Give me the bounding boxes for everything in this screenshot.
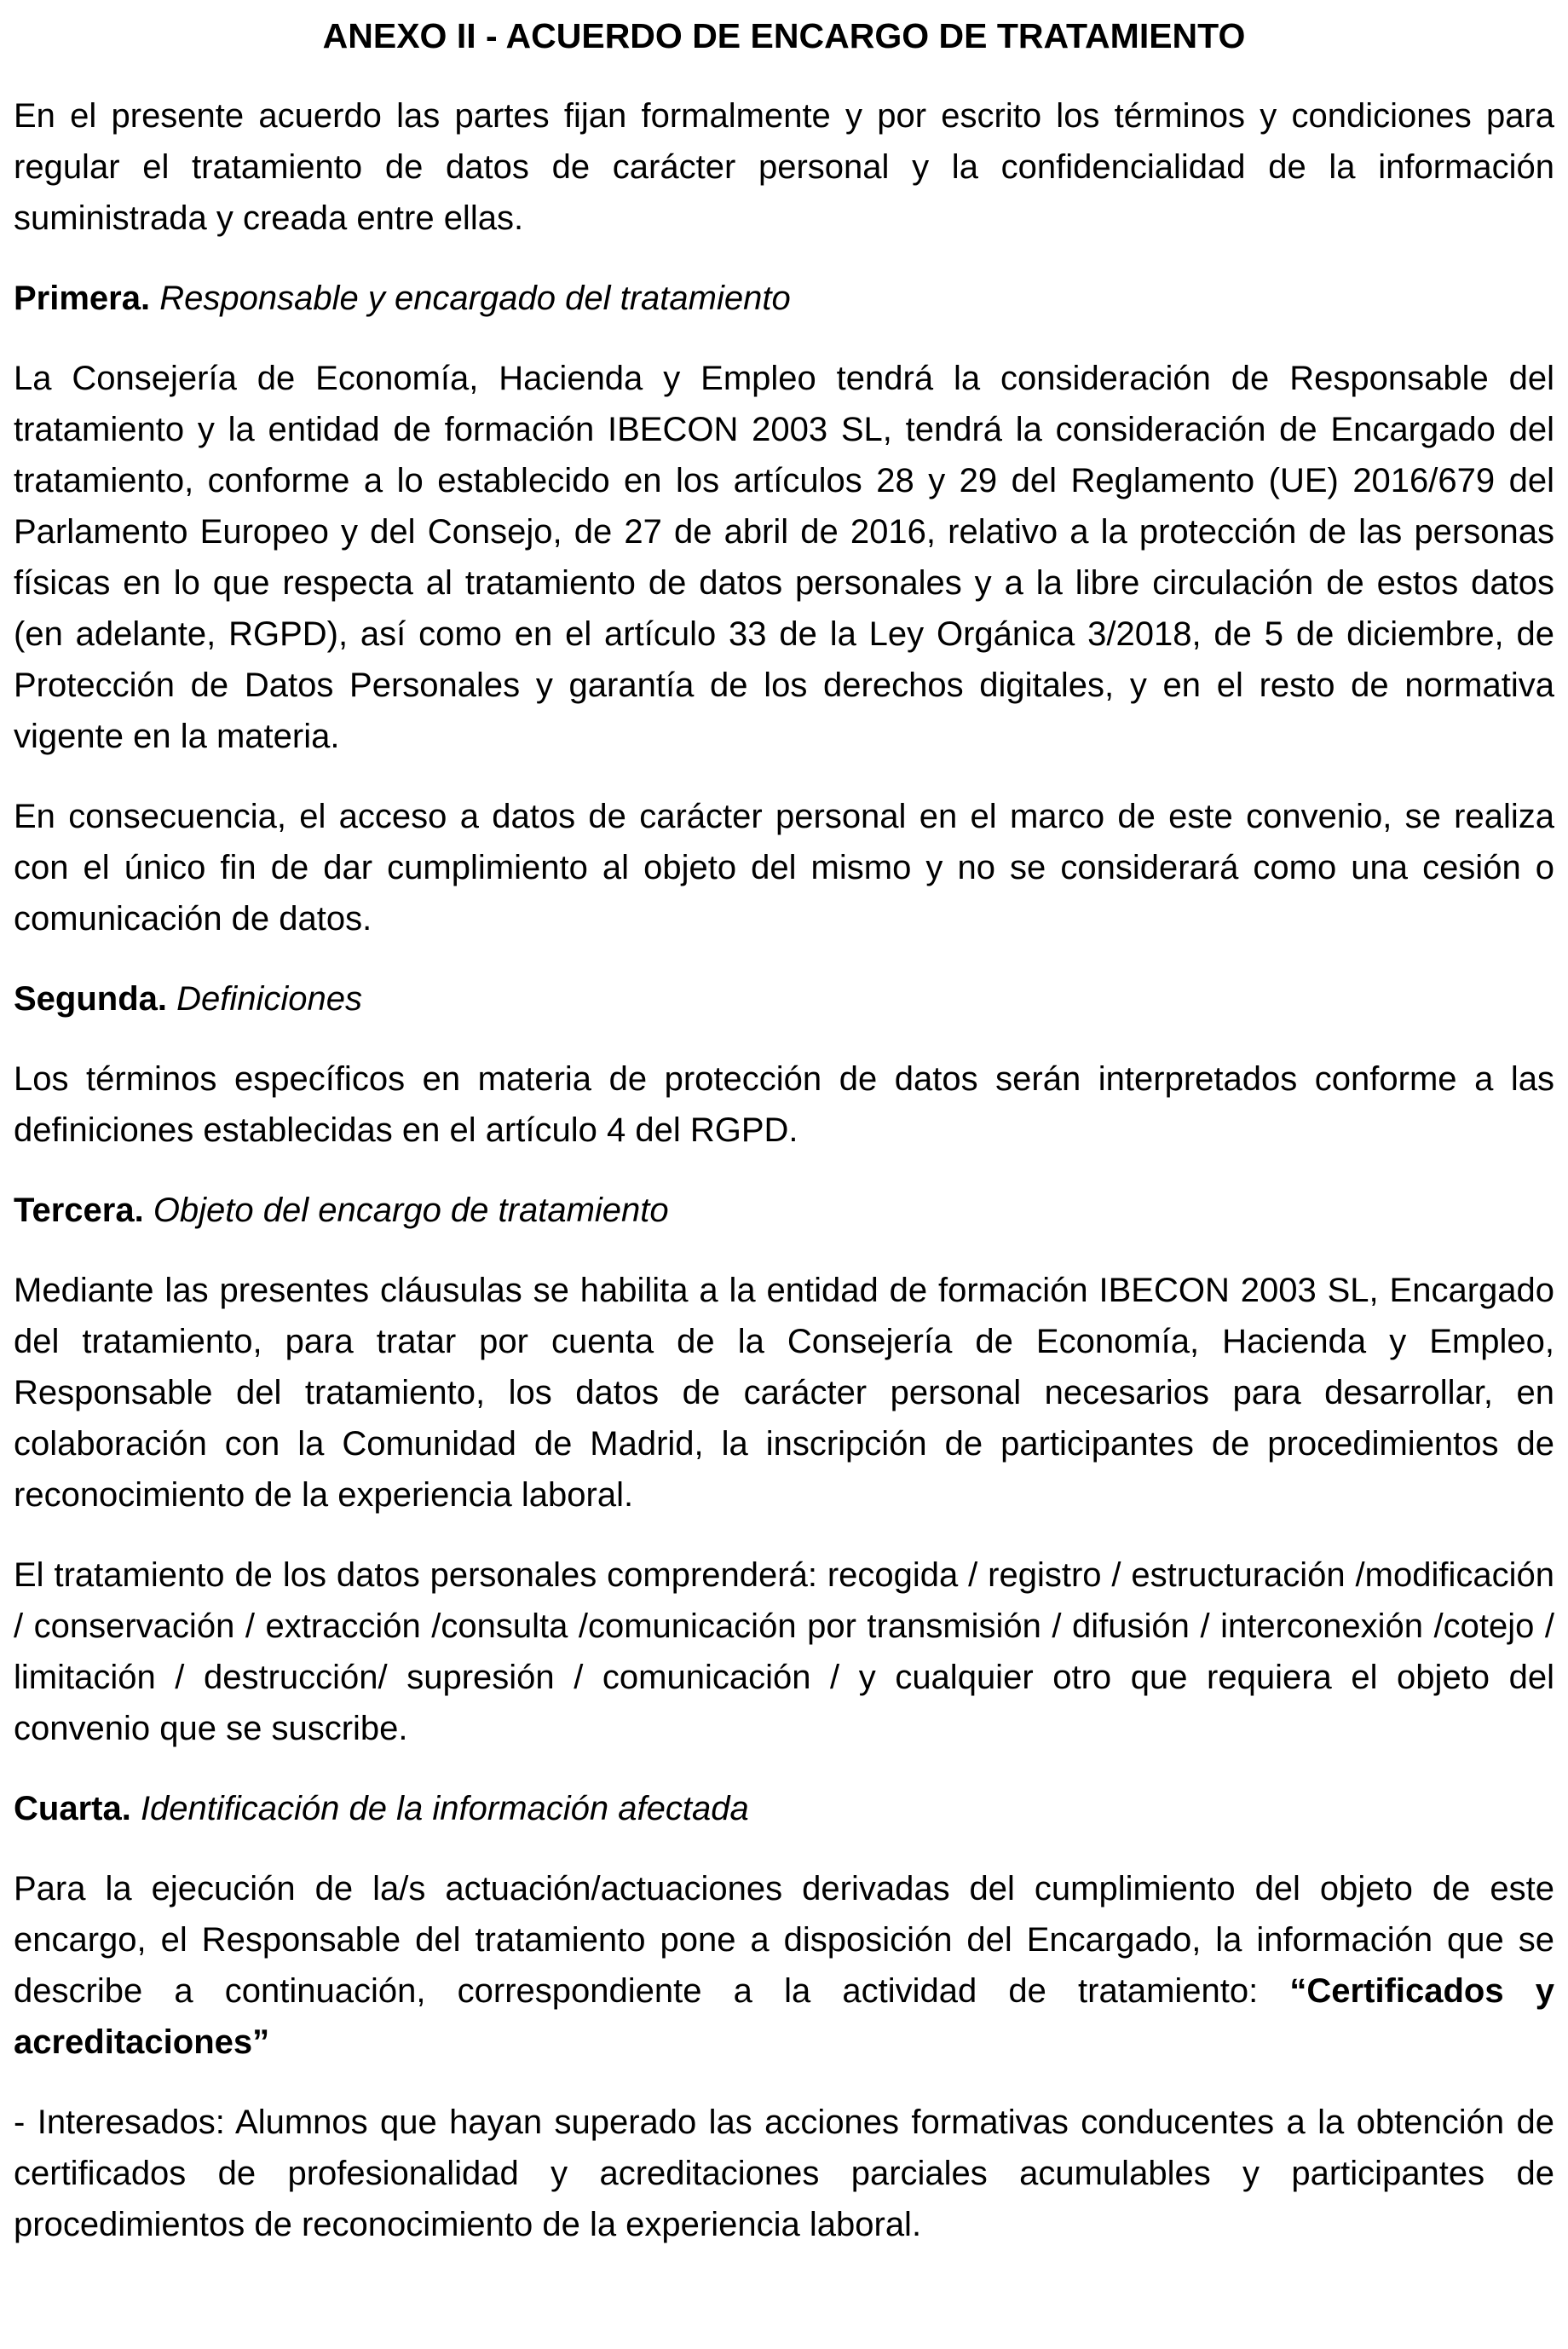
body-paragraph xyxy=(14,90,1554,244)
bold-text-run: Tercera. xyxy=(14,1192,153,1229)
text-run: El tratamiento de los datos personales comprenderá: recogida / registro / estructuración /modificación / conservación / extracción /consulta /comunicación por transmisión / difusión / interconexión /cotejo / limitación / destrucción/ supresión / comunicación / y cualquier otro que requiera el objeto del convenio que se suscribe. xyxy=(14,1556,1554,1747)
text-run: - Interesados: Alumnos que hayan superado las acciones formativas conducentes a la obtención de certificados de profesionalidad y acreditaciones parciales acumulables y participantes de procedimientos de reconocimiento de la experiencia laboral. xyxy=(14,2104,1554,2243)
bold-text-run: Segunda. xyxy=(14,980,177,1018)
section-heading xyxy=(14,1185,1554,1236)
italic-text-run: Definiciones xyxy=(176,980,363,1018)
section-heading xyxy=(14,973,1554,1024)
body-paragraph xyxy=(14,791,1554,944)
document-title: ANEXO II - ACUERDO DE ENCARGO DE TRATAMIENTO xyxy=(322,16,1246,55)
bold-text-run: Primera. xyxy=(14,280,160,317)
body-paragraph xyxy=(14,1550,1554,1754)
text-run: En el presente acuerdo las partes fijan formalmente y por escrito los términos y condiciones para regular el tratamiento de datos de carácter personal y la confidencialidad de la información suministrada y creada entre ellas. xyxy=(14,97,1554,237)
text-run: La Consejería de Economía, Hacienda y Empleo tendrá la consideración de Responsable del tratamiento y la entidad de formación IBECON 2003 SL, tendrá la consideración de Encargado del tratamiento, conforme a lo establecido en los artículos 28 y 29 del Reglamento (UE) 2016/679 del Parlamento Europeo y del Consejo, de 27 de abril de 2016, relativo a la protección de las personas físicas en lo que respecta al tratamiento de datos personales y a la libre circulación de estos datos (en adelante, RGPD), así como en el artículo 33 de la Ley Orgánica 3/2018, de 5 de diciembre, de Protección de Datos Personales y garantía de los derechos digitales, y en el resto de normativa vigente en la materia. xyxy=(14,360,1554,755)
body-paragraph xyxy=(14,2097,1554,2250)
italic-text-run: Objeto del encargo de tratamiento xyxy=(153,1192,669,1229)
text-run: Los términos específicos en materia de protección de datos serán interpretados conforme a las definiciones establecidas en el artículo 4 del RGPD. xyxy=(14,1060,1554,1149)
section-heading xyxy=(14,273,1554,324)
italic-text-run: Responsable y encargado del tratamiento xyxy=(159,280,791,317)
bold-text-run: Cuarta. xyxy=(14,1790,141,1827)
italic-text-run: Identificación de la información afectada xyxy=(140,1790,749,1827)
body-paragraph xyxy=(14,1863,1554,2068)
body-paragraph xyxy=(14,353,1554,762)
body-paragraph xyxy=(14,1265,1554,1521)
document-body xyxy=(14,90,1554,2250)
section-heading xyxy=(14,1783,1554,1834)
text-run: Para la ejecución de la/s actuación/actuaciones derivadas del cumplimiento del objeto de este encargo, el Responsable del tratamiento pone a disposición del Encargado, la información que se describe a continuación, correspondiente a la actividad de tratamiento: xyxy=(14,1870,1554,2010)
text-run: En consecuencia, el acceso a datos de carácter personal en el marco de este convenio, se realiza con el único fin de dar cumplimiento al objeto del mismo y no se considerará como una cesión o comunicación de datos. xyxy=(14,798,1554,938)
text-run: Mediante las presentes cláusulas se habilita a la entidad de formación IBECON 2003 SL, Encargado del tratamiento, para tratar por cuenta de la Consejería de Economía, Hacienda y Empleo, Responsable del tratamiento, los datos de carácter personal necesarios para desarrollar, en colaboración con la Comunidad de Madrid, la inscripción de participantes de procedimientos de reconocimiento de la experiencia laboral. xyxy=(14,1272,1554,1514)
bold-text-run: “Certificados y acreditaciones” xyxy=(14,1972,1554,2061)
body-paragraph xyxy=(14,1053,1554,1156)
